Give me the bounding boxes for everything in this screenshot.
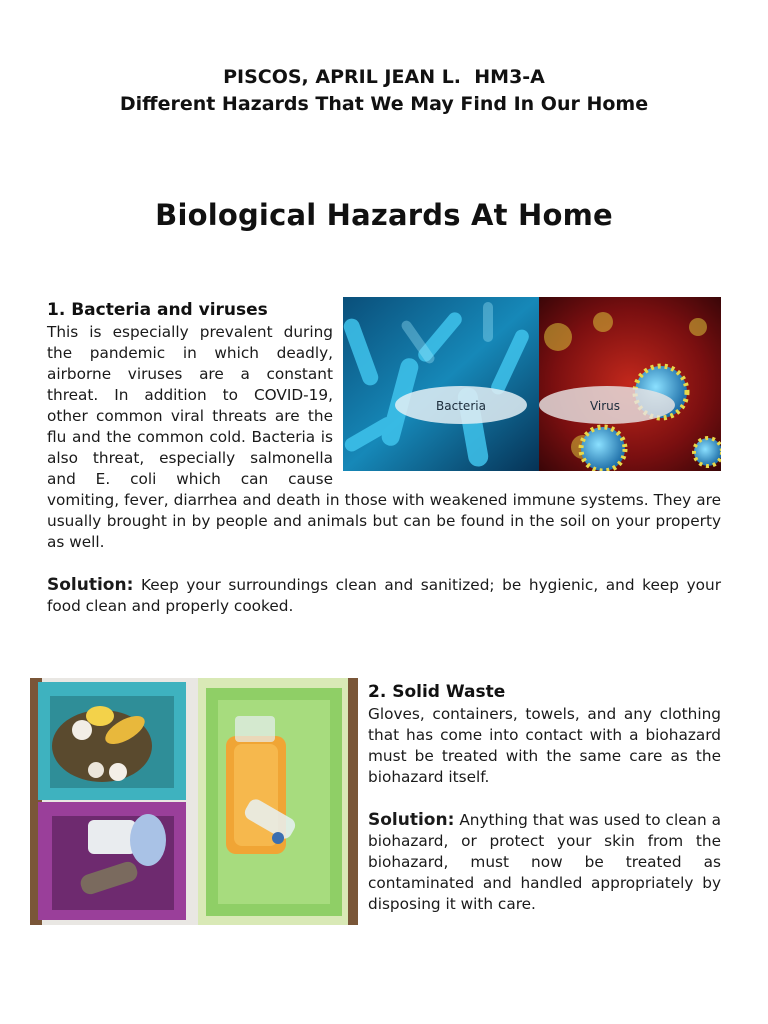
solution-text-1: Keep your surroundings clean and sanitized; be hygienic, and keep your food clean and properly cooked.	[47, 576, 721, 615]
bacteria-virus-image	[343, 297, 721, 471]
subtitle-line: Different Hazards That We May Find In Our Home	[119, 93, 649, 115]
section-body-waste: Gloves, containers, towels, and any clothing that has come into contact with a biohazard must be treated with the same care as the biohazard itself.	[368, 705, 721, 786]
document-header	[0, 64, 768, 118]
section-heading-waste: 2. Solid Waste	[368, 682, 506, 702]
page-title: Biological Hazards At Home	[155, 198, 613, 232]
section-solid-waste	[368, 681, 721, 915]
solution-paragraph-2	[368, 810, 721, 915]
section-bacteria-viruses	[47, 299, 721, 617]
solution-label-1: Solution:	[47, 575, 134, 595]
solution-text-2: Anything that was used to clean a biohazard, or protect your skin from the biohazard, must now be treated as contaminated and handled appropriately by disposing it with care.	[368, 811, 721, 913]
author-line: PISCOS, APRIL JEAN L. HM3-A	[223, 66, 545, 88]
solution-paragraph-1	[47, 575, 721, 617]
virus-label: Virus	[589, 399, 621, 413]
section-heading-bacteria: 1. Bacteria and viruses	[47, 300, 268, 320]
bacteria-label: Bacteria	[436, 399, 486, 413]
waste-bins-image	[30, 678, 358, 925]
solution-label-2: Solution:	[368, 810, 455, 830]
section-body-bacteria: This is especially prevalent during the pandemic in which deadly, airborne viruses are a constant threat. In addition to COVID-19, other common viral threats are the flu and the common cold. Bacteria is also threat, especially salmonella and E. coli which can cause vomiting, fever, diarrhea and death in those with weakened immune systems. They are usually brought in by people and animals but can be found in the soil on your property as well.	[47, 323, 721, 551]
